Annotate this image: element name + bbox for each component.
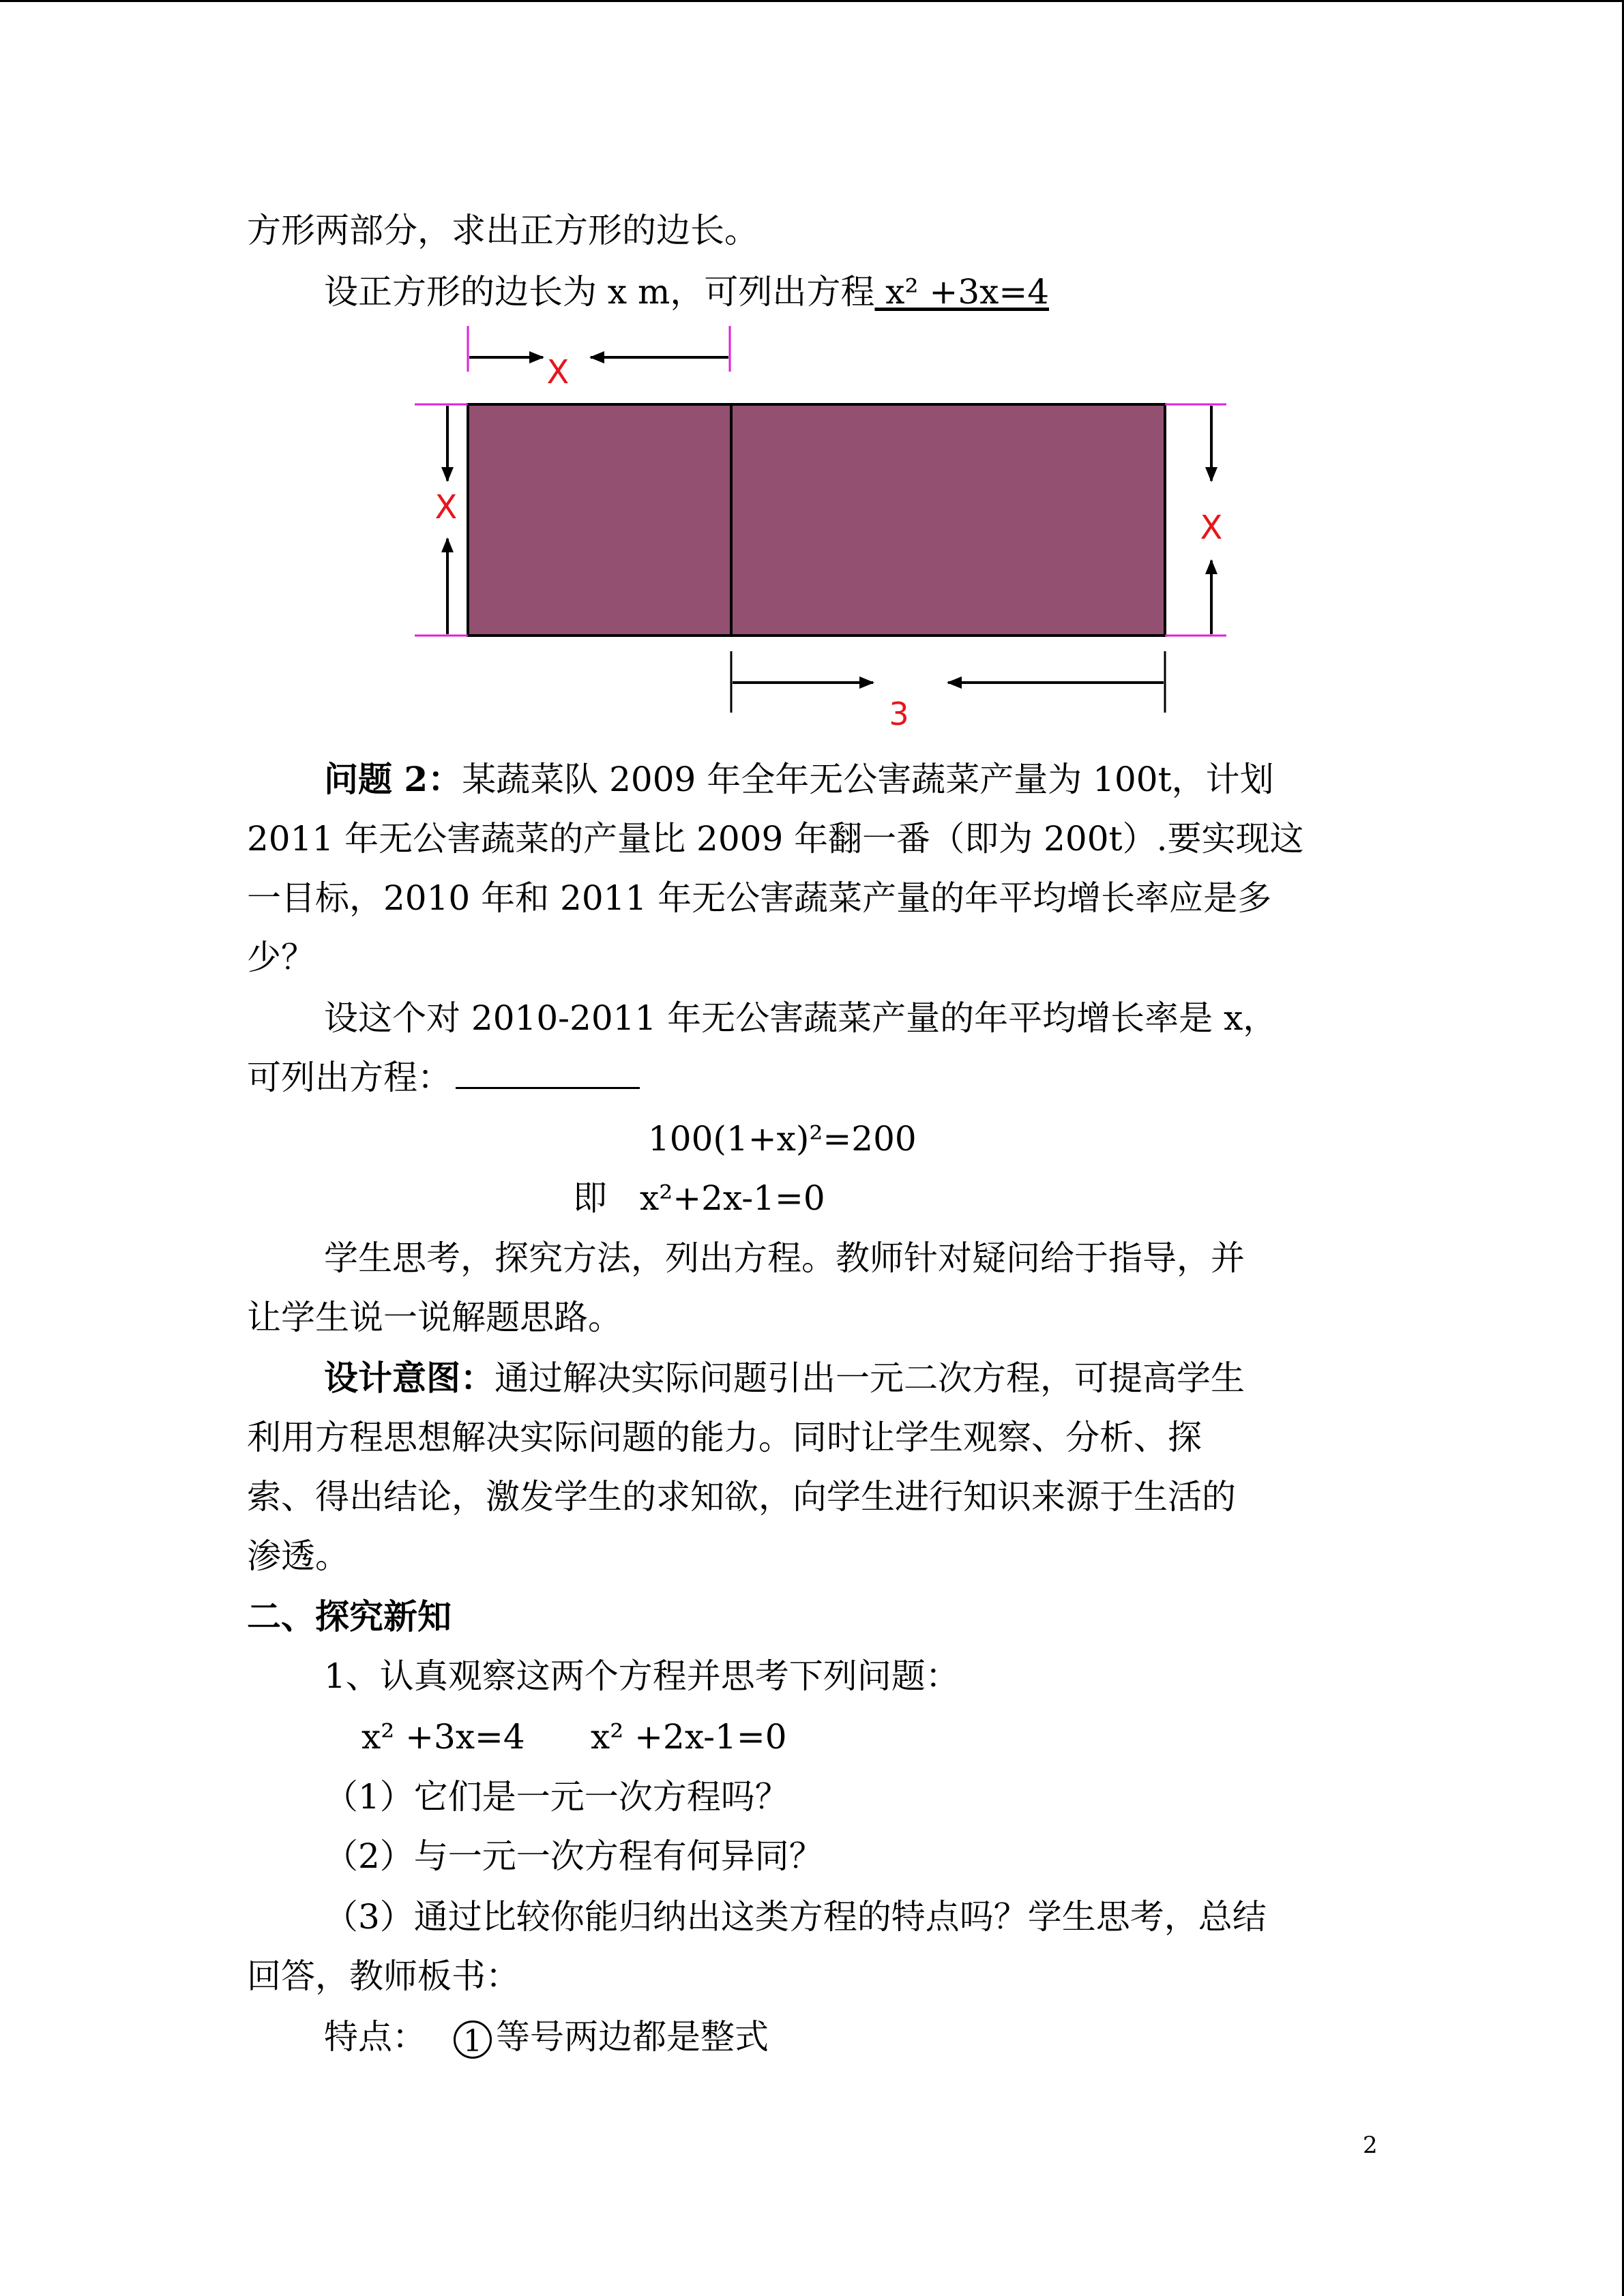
design-text1: 通过解决实际问题引出一元二次方程，可提高学生	[494, 1358, 1245, 1398]
growth-line2	[247, 1057, 640, 1098]
design-line4: 渗透。	[247, 1536, 349, 1576]
problem2-text1: 某蔬菜队 2009 年全年无公害蔬菜产量为 100t，计划	[462, 760, 1274, 799]
design-line2: 利用方程思想解决实际问题的能力。同时让学生观察、分析、探	[247, 1418, 1202, 1457]
feature1-text: 等号两边都是整式	[496, 2017, 769, 2057]
label-right-x: X	[1200, 509, 1223, 547]
growth-text2: 可列出方程：	[247, 1058, 452, 1097]
equation-simplified-text: x²+2x-1=0	[640, 1178, 825, 1218]
text-line-top: 方形两部分，求出正方形的边长。	[247, 211, 758, 250]
question-2: （2）与一元一次方程有何异同？	[324, 1836, 823, 1876]
explore-intro: 1、认真观察这两个方程并思考下列问题：	[324, 1656, 960, 1696]
label-bottom-3: 3	[889, 696, 909, 732]
design-label: 设计意图：	[324, 1358, 494, 1398]
question-3-line2: 回答，教师板书：	[247, 1956, 520, 1996]
feature-number-circle: 1	[454, 2021, 492, 2059]
equation-pair-1: x² +3x=4	[361, 1717, 525, 1757]
label-top-x: X	[546, 353, 570, 391]
design-line3: 索、得出结论，激发学生的求知欲，向学生进行知识来源于生活的	[247, 1477, 1236, 1517]
features-line	[324, 2016, 769, 2059]
question-1: （1）它们是一元一次方程吗？	[324, 1777, 789, 1817]
label-left-x: X	[434, 488, 458, 526]
problem2-line4: 少？	[247, 938, 315, 977]
features-label: 特点：	[324, 2017, 426, 2057]
problem2-line2: 2011 年无公害蔬菜的产量比 2009 年翻一番（即为 200t）.要实现这	[247, 819, 1304, 859]
equation-pair-2: x² +2x-1=0	[591, 1717, 787, 1757]
problem2-label: 问题 2：	[324, 759, 462, 799]
equation-answer-1: x² +3x=4	[874, 272, 1050, 312]
question-3-line1: （3）通过比较你能归纳出这类方程的特点吗？学生思考，总结	[324, 1897, 1267, 1937]
growth-line1: 设这个对 2010-2011 年无公害蔬菜产量的年平均增长率是 x，	[324, 998, 1278, 1038]
setup-text: 设正方形的边长为 x m，可列出方程	[324, 272, 875, 312]
design-line1	[324, 1358, 1245, 1399]
page-border-top	[0, 0, 1624, 2]
section2-title: 二、探究新知	[247, 1596, 452, 1637]
page-number: 2	[1363, 2132, 1378, 2159]
problem2-line3: 一目标，2010 年和 2011 年无公害蔬菜产量的年平均增长率应是多	[247, 878, 1272, 918]
equation-prefix: 即	[573, 1178, 607, 1218]
answer-blank	[456, 1057, 640, 1089]
think-line1: 学生思考，探究方法，列出方程。教师针对疑问给于指导，并	[324, 1238, 1245, 1278]
rectangle-shape	[468, 404, 1165, 636]
equation-simplified	[573, 1178, 825, 1219]
equation-growth: 100(1+x)²=200	[648, 1119, 917, 1159]
think-line2: 让学生说一说解题思路。	[247, 1298, 622, 1337]
text-line-setup	[324, 271, 1049, 312]
problem2-line1	[324, 759, 1274, 800]
